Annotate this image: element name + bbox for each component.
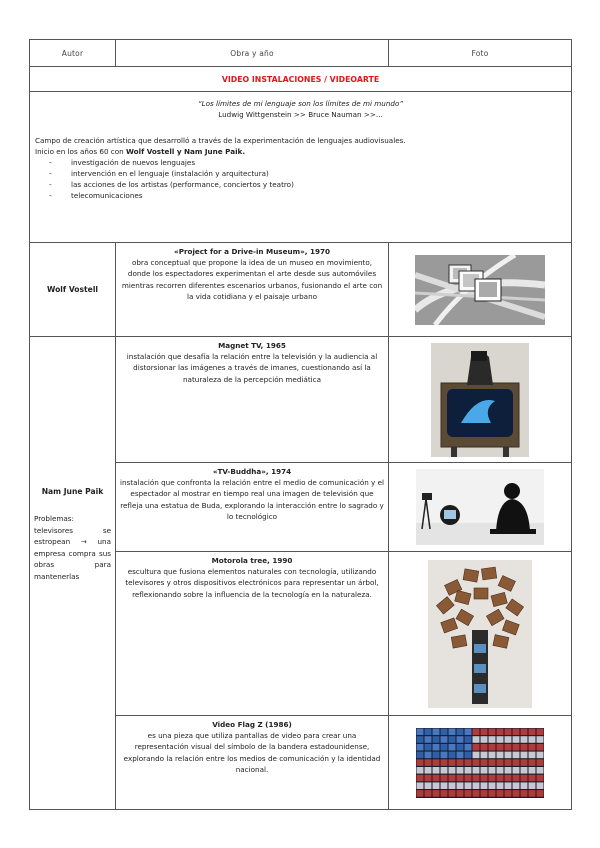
flag-monitor: [513, 782, 520, 789]
flag-monitor: [449, 774, 456, 781]
table-row: [30, 243, 572, 337]
flag-monitor: [481, 767, 488, 774]
flag-monitor: [465, 736, 472, 743]
tv-buddha-photo: [416, 469, 544, 545]
flag-monitor: [417, 767, 424, 774]
work-cell: [116, 463, 389, 552]
flag-monitor: [537, 751, 544, 758]
flag-monitor: [505, 751, 512, 758]
section-row: [30, 67, 572, 92]
intro-bullet-list: [35, 157, 566, 201]
flag-monitor: [457, 728, 464, 735]
list-item: - telecomunicaciones: [35, 190, 566, 201]
flag-monitor: [521, 751, 528, 758]
table-row: [30, 337, 572, 463]
flag-monitor: [521, 743, 528, 750]
flag-monitor: [521, 782, 528, 789]
flag-monitor: [529, 782, 536, 789]
flag-monitor: [433, 728, 440, 735]
flag-monitor: [425, 790, 432, 797]
flag-monitor: [457, 767, 464, 774]
flag-monitor: [497, 736, 504, 743]
magnet-tv-photo: [431, 343, 529, 457]
flag-monitor: [465, 782, 472, 789]
flag-monitor: [505, 759, 512, 766]
intro-line-2: [35, 146, 566, 157]
flag-monitor: [529, 767, 536, 774]
flag-monitor: [505, 782, 512, 789]
flag-monitor: [473, 751, 480, 758]
author-nam-june-paik: Nam June Paik: [41, 487, 104, 496]
flag-monitor: [449, 782, 456, 789]
flag-monitor: [433, 767, 440, 774]
work-title: «Project for a Drive-in Museum», 1970: [174, 247, 330, 256]
flag-monitor: [449, 728, 456, 735]
work-description: es una pieza que utiliza pantallas de video para crear una representación visual del símbolo de la bandera estadounidense, explorando la relación entre los medios de comunicación y la identidad nacional.: [123, 731, 381, 774]
work-title: Video Flag Z (1986): [212, 720, 292, 729]
flag-monitor: [473, 728, 480, 735]
flag-monitor: [473, 790, 480, 797]
flag-monitor: [513, 790, 520, 797]
flag-monitor: [481, 790, 488, 797]
flag-monitor: [465, 751, 472, 758]
flag-monitor: [481, 774, 488, 781]
flag-monitor: [417, 790, 424, 797]
flag-monitor: [497, 767, 504, 774]
flag-monitor: [481, 728, 488, 735]
motorola-tree-photo: [428, 560, 532, 708]
flag-monitor: [505, 774, 512, 781]
flag-monitor: [441, 743, 448, 750]
flag-monitor: [465, 774, 472, 781]
work-description: escultura que fusiona elementos naturales con tecnología, utilizando televisores y otros dispositivos electrónicos para representar un árbol, reflexionando sobre la influencia de la tecnología en la naturaleza.: [125, 567, 379, 599]
header-row: [30, 40, 572, 67]
flag-monitor: [417, 743, 424, 750]
flag-monitor: [473, 736, 480, 743]
work-cell: [116, 337, 389, 463]
work-title: Magnet TV, 1965: [218, 341, 286, 350]
flag-monitor: [417, 782, 424, 789]
flag-monitor: [465, 728, 472, 735]
flag-monitor: [481, 759, 488, 766]
flag-monitor: [441, 728, 448, 735]
flag-monitor: [521, 728, 528, 735]
intro-cell: [30, 92, 572, 243]
flag-monitor: [449, 767, 456, 774]
flag-monitor: [417, 774, 424, 781]
work-title: Motorola tree, 1990: [211, 556, 293, 565]
flag-monitor: [513, 759, 520, 766]
flag-monitor: [537, 728, 544, 735]
flag-monitor: [489, 759, 496, 766]
flag-monitor: [457, 759, 464, 766]
work-title: «TV-Buddha», 1974: [212, 467, 292, 476]
flag-monitor: [473, 767, 480, 774]
list-item: - las acciones de los artistas (performance, conciertos y teatro): [35, 179, 566, 190]
flag-monitor: [497, 743, 504, 750]
intro-line-2-prefix: Inicio en los años 60 con: [35, 147, 126, 156]
list-item: - investigación de nuevos lenguajes: [35, 157, 566, 168]
flag-monitor: [417, 759, 424, 766]
flag-monitor: [425, 728, 432, 735]
photo-cell: [389, 243, 572, 337]
flag-monitor: [433, 782, 440, 789]
flag-monitor: [465, 743, 472, 750]
flag-monitor: [449, 743, 456, 750]
flag-monitor: [521, 774, 528, 781]
photo-cell: [389, 463, 572, 552]
flag-monitor: [473, 743, 480, 750]
flag-monitor: [513, 736, 520, 743]
flag-monitor: [529, 728, 536, 735]
flag-monitor: [425, 774, 432, 781]
flag-monitor: [489, 767, 496, 774]
flag-monitor: [505, 790, 512, 797]
flag-monitor: [457, 774, 464, 781]
flag-monitor: [473, 759, 480, 766]
author-nam-june-paik-cell: [30, 337, 116, 810]
flag-monitor: [433, 751, 440, 758]
flag-monitor: [529, 759, 536, 766]
work-cell: [116, 552, 389, 716]
flag-monitor: [489, 728, 496, 735]
flag-monitor: [425, 759, 432, 766]
flag-monitor: [465, 790, 472, 797]
flag-monitor: [489, 790, 496, 797]
flag-monitor: [505, 767, 512, 774]
flag-monitor: [497, 751, 504, 758]
section-title: VIDEO INSTALACIONES / VIDEOARTE: [30, 67, 572, 92]
flag-monitor: [449, 759, 456, 766]
flag-monitor: [513, 728, 520, 735]
flag-monitor: [521, 759, 528, 766]
flag-monitor: [433, 790, 440, 797]
work-cell: [116, 716, 389, 810]
flag-monitor: [489, 743, 496, 750]
work-description: obra conceptual que propone la idea de un museo en movimiento, donde los espectadores experimentan el arte desde sus automóviles mientras recorren diferentes escenarios urbanos, fusionando el arte con la vida cotidiana y el paisaje urbano: [121, 258, 383, 301]
problems-note: Problemas: televisores se estropean → una empresa compra sus obras para mantenerlas: [34, 514, 111, 581]
flag-monitor: [537, 774, 544, 781]
flag-monitor: [481, 736, 488, 743]
flag-monitor: [465, 767, 472, 774]
flag-monitor: [433, 759, 440, 766]
flag-monitor: [457, 782, 464, 789]
flag-monitor: [441, 736, 448, 743]
flag-monitor: [417, 728, 424, 735]
flag-monitor: [449, 736, 456, 743]
flag-monitor: [537, 736, 544, 743]
flag-monitor: [457, 736, 464, 743]
flag-monitor: [473, 782, 480, 789]
flag-monitor: [457, 751, 464, 758]
flag-monitor: [441, 751, 448, 758]
flag-monitor: [489, 751, 496, 758]
flag-monitor: [481, 751, 488, 758]
flag-monitor: [489, 774, 496, 781]
header-work: Obra y año: [116, 40, 389, 67]
flag-monitor: [441, 759, 448, 766]
video-flag-photo: [416, 728, 544, 798]
quote-block: [35, 98, 566, 120]
flag-monitor: [497, 790, 504, 797]
flag-monitor: [529, 751, 536, 758]
flag-monitor: [417, 751, 424, 758]
flag-monitor: [441, 767, 448, 774]
header-author: Autor: [30, 40, 116, 67]
flag-monitor: [521, 790, 528, 797]
photo-cell: [389, 337, 572, 463]
flag-monitor: [529, 743, 536, 750]
artworks-table: [29, 39, 572, 810]
flag-monitor: [441, 782, 448, 789]
photo-cell: [389, 716, 572, 810]
flag-monitor: [441, 790, 448, 797]
photo-cell: [389, 552, 572, 716]
flag-monitor: [521, 736, 528, 743]
flag-monitor: [425, 743, 432, 750]
flag-monitor: [457, 743, 464, 750]
flag-monitor: [481, 782, 488, 789]
flag-monitor: [489, 782, 496, 789]
flag-monitor: [497, 782, 504, 789]
flag-monitor: [537, 782, 544, 789]
intro-line-1: Campo de creación artística que desarrolló a través de la experimentación de lenguajes audiovisuales.: [35, 136, 406, 145]
flag-monitor: [505, 736, 512, 743]
work-description: instalación que confronta la relación entre el medio de comunicación y el espectador al mostrar en tiempo real una imagen de televisión que refleja una estatua de Buda, explorando la interacción entre lo sagrado y lo tecnológico: [120, 478, 385, 521]
flag-monitor: [425, 736, 432, 743]
flag-monitor: [425, 782, 432, 789]
flag-monitor: [433, 743, 440, 750]
flag-monitor: [433, 774, 440, 781]
author-wolf-vostell: Wolf Vostell: [30, 243, 116, 337]
work-description: instalación que desafía la relación entre la televisión y la audiencia al distorsionar las imágenes a través de imanes, cuestionando así la naturaleza de la percepción mediática: [126, 352, 378, 384]
flag-monitor: [417, 736, 424, 743]
flag-monitor: [489, 736, 496, 743]
flag-monitor: [505, 743, 512, 750]
flag-monitor: [513, 767, 520, 774]
flag-monitor: [537, 743, 544, 750]
flag-monitor: [441, 774, 448, 781]
flag-monitor: [537, 767, 544, 774]
flag-monitor: [529, 790, 536, 797]
header-photo: Foto: [389, 40, 572, 67]
intro-row: [30, 92, 572, 243]
flag-monitor: [425, 767, 432, 774]
flag-monitor: [521, 767, 528, 774]
flag-monitor: [537, 790, 544, 797]
flag-monitor: [425, 751, 432, 758]
flag-monitor: [457, 790, 464, 797]
flag-monitor: [449, 751, 456, 758]
flag-monitor: [497, 759, 504, 766]
flag-monitor: [529, 774, 536, 781]
flag-monitor: [513, 743, 520, 750]
flag-monitor: [481, 743, 488, 750]
flag-monitor: [497, 774, 504, 781]
flag-monitor: [449, 790, 456, 797]
flag-monitor: [513, 751, 520, 758]
quote-author: Ludwig Wittgenstein >> Bruce Nauman >>...: [218, 110, 383, 119]
flag-monitor: [433, 736, 440, 743]
flag-monitor: [497, 728, 504, 735]
flag-monitor: [473, 774, 480, 781]
flag-monitor: [513, 774, 520, 781]
quote-text: “Los límites de mi lenguaje son los límites de mi mundo”: [197, 99, 404, 108]
intro-pioneers: Wolf Vostell y Nam June Paik.: [126, 147, 246, 156]
flag-monitor: [537, 759, 544, 766]
flag-monitor: [505, 728, 512, 735]
list-item: - intervención en el lenguaje (instalación y arquitectura): [35, 168, 566, 179]
flag-monitor: [465, 759, 472, 766]
flag-monitor: [529, 736, 536, 743]
work-cell: [116, 243, 389, 337]
drive-in-museum-photo: [415, 255, 545, 325]
